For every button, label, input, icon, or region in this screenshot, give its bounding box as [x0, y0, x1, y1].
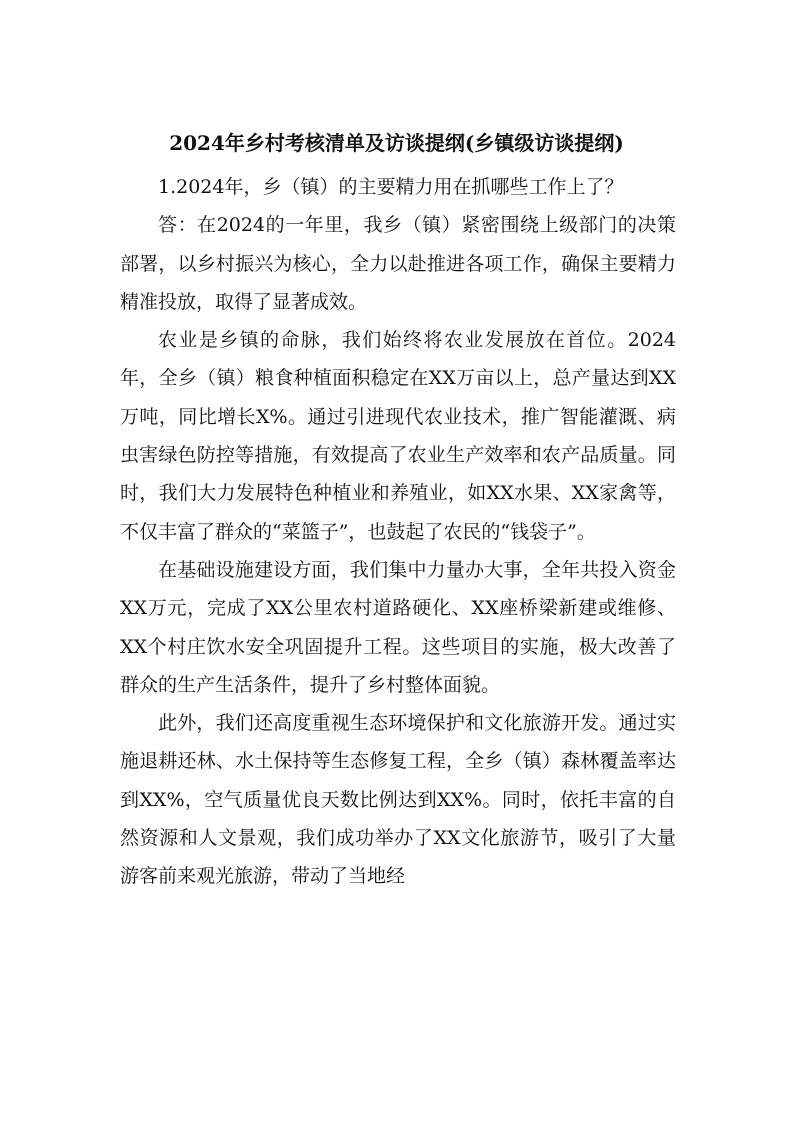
infrastructure-paragraph: 在基础设施建设方面，我们集中力量办大事，全年共投入资金XX万元，完成了XX公里农村道路硬化、XX座桥梁新建或维修、XX个村庄饮水安全巩固提升工程。这些项目的实施，极大改善了群众的生产生活条件，提升了乡村整体面貌。 [120, 558, 676, 696]
ecology-tourism-paragraph: 此外，我们还高度重视生态环境保护和文化旅游开发。通过实施退耕还林、水土保持等生态修复工程，全乡（镇）森林覆盖率达到XX%，空气质量优良天数比例达到XX%。同时，依托丰富的自然资源和人文景观，我们成功举办了XX文化旅游节，吸引了大量游客前来观光旅游，带动了当地经 [120, 712, 676, 888]
answer-paragraph: 答：在2024的一年里，我乡（镇）紧密围绕上级部门的决策部署，以乡村振兴为核心，全力以赴推进各项工作，确保主要精力精准投放，取得了显著成效。 [120, 214, 676, 313]
document-title: 2024年乡村考核清单及访谈提纲(乡镇级访谈提纲) [169, 131, 624, 155]
agriculture-paragraph: 农业是乡镇的命脉，我们始终将农业发展放在首位。2024年，全乡（镇）粮食种植面积稳定在XX万亩以上，总产量达到XX万吨，同比增长X%。通过引进现代农业技术，推广智能灌溉、病虫害绿色防控等措施，有效提高了农业生产效率和农产品质量。同时，我们大力发展特色种植业和养殖业，如XX水果、XX家禽等，不仅丰富了群众的“菜篮子”，也鼓起了农民的“钱袋子”。 [120, 329, 676, 543]
question-paragraph: 1.2024年，乡（镇）的主要精力用在抓哪些工作上了？ [158, 176, 624, 198]
document-body [120, 168, 676, 896]
